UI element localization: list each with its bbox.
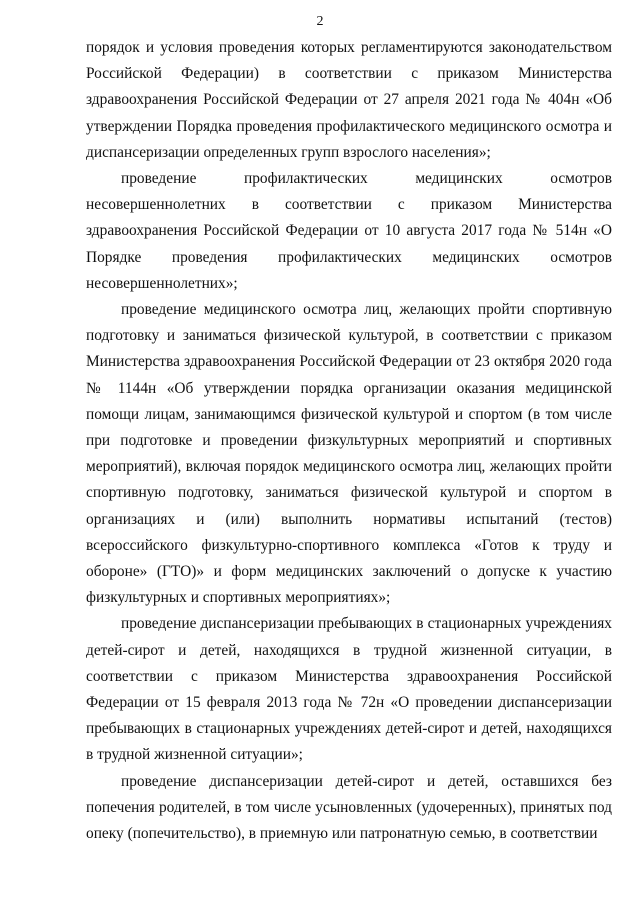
page-number: 2 xyxy=(316,14,324,29)
paragraph-2: проведение профилактических медицинских осмотров несовершеннолетних в соответствии с приказом Министерства здравоохранения Российской Федерации от 10 августа 2017 года № 514н «О Порядке проведения профилактических медицинских осмотров несовершеннолетних»; xyxy=(86,170,612,292)
document-body xyxy=(86,35,612,847)
paragraph-5: проведение диспансеризации детей-сирот и детей, оставшихся без попечения родителей, в том числе усыновленных (удочеренных), принятых под опеку (попечительство), в приемную или патронатную семью, в соответствии xyxy=(86,772,612,843)
paragraph-3: проведение медицинского осмотра лиц, желающих пройти спортивную подготовку и заниматься физической культурой, в соответствии с приказом Министерства здравоохранения Российской Федерации от 23 октября 2020 года № 1144н «Об утверждении порядка организации оказания медицинской помощи лицам, занимающимся физической культурой и спортом (в том числе при подготовке и проведении физкультурных мероприятий и спортивных мероприятий), включая порядок медицинского осмотра лиц, желающих пройти спортивную подготовку, заниматься физической культурой и спортом в организациях и (или) выполнить нормативы испытаний (тестов) всероссийского физкультурно-спортивного комплекса «Готов к труду и обороне» (ГТО)» и форм медицинских заключений о допуске к участию физкультурных и спортивных мероприятиях»; xyxy=(86,301,612,607)
paragraph-1: порядок и условия проведения которых регламентируются законодательством Российской Федерации) в соответствии с приказом Министерства здравоохранения Российской Федерации от 27 апреля 2021 года № 404н «Об утверждении Порядка проведения профилактического медицинского осмотра и диспансеризации определенных групп взрослого населения»; xyxy=(86,39,612,161)
paragraph-4: проведение диспансеризации пребывающих в стационарных учреждениях детей-сирот и детей, находящихся в трудной жизненной ситуации, в соответствии с приказом Министерства здравоохранения Российской Федерации от 15 февраля 2013 года № 72н «О проведении диспансеризации пребывающих в стационарных учреждениях детей-сирот и детей, находящихся в трудной жизненной ситуации»; xyxy=(86,615,612,764)
